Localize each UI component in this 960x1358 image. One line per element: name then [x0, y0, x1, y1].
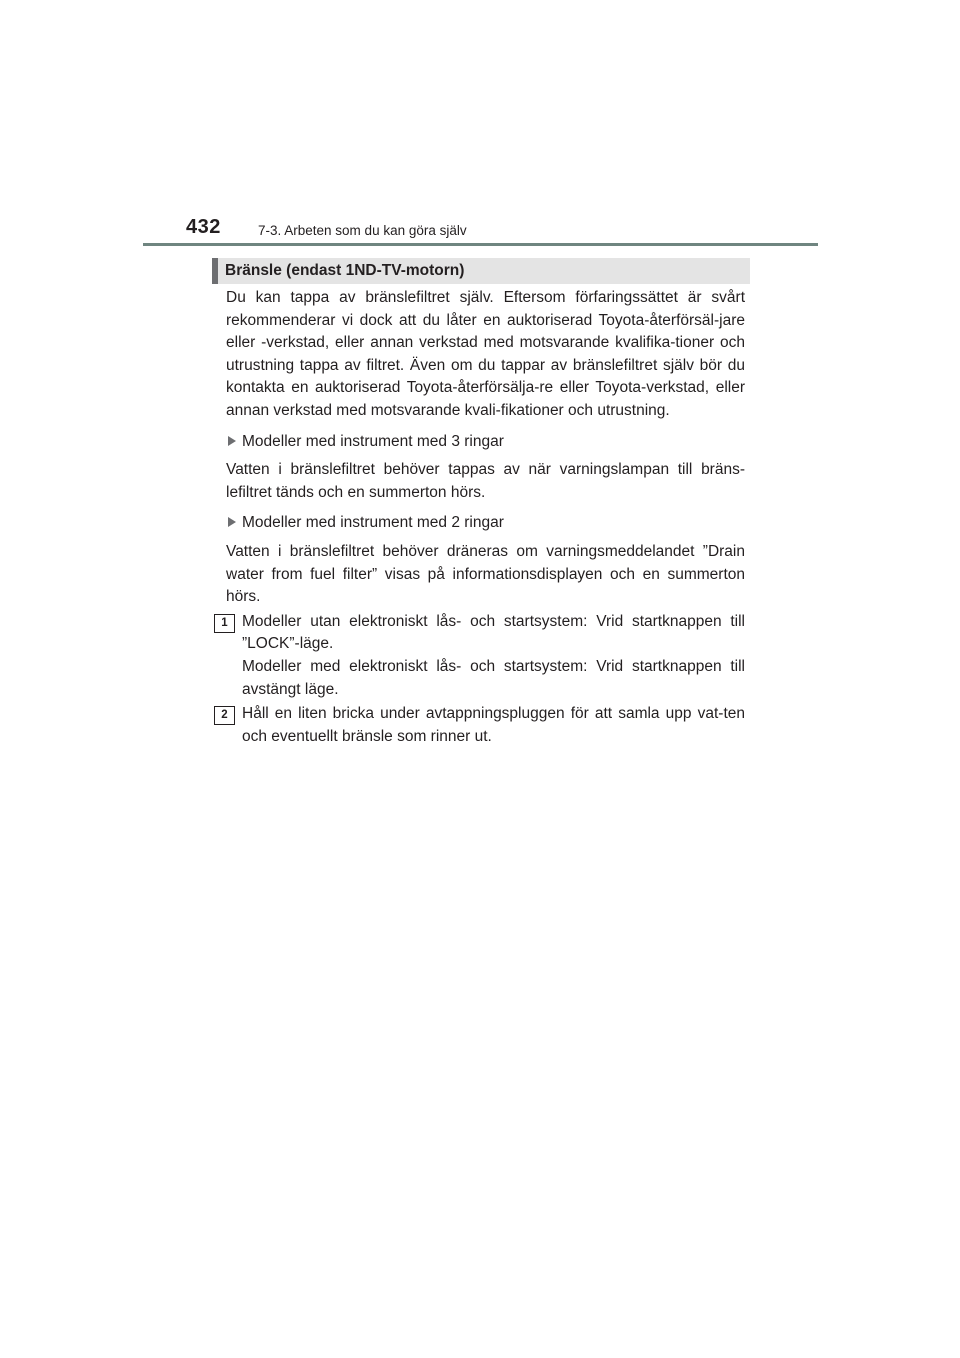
section-heading: Bränsle (endast 1ND-TV-motorn) [225, 262, 465, 279]
step-number-badge: 2 [214, 706, 235, 725]
step-text: Modeller med elektroniskt lås- och startsystem: Vrid startknappen till avstängt läge. [242, 657, 745, 698]
paragraph-2-rings: Vatten i bränslefiltret behöver dräneras om varningsmeddelandet ”Drain water from fuel filter” visas på informationsdisplayen och en summerton hörs. [226, 542, 745, 606]
bullet-label: Modeller med instrument med 2 ringar [242, 514, 504, 532]
step-1 [221, 611, 745, 701]
heading-bar [212, 258, 750, 284]
page-number: 432 [186, 216, 221, 238]
step-text: Modeller utan elektroniskt lås- och startsystem: Vrid startknappen till ”LOCK”-läge. [242, 612, 745, 653]
triangle-right-icon [228, 517, 236, 527]
step-2 [221, 703, 745, 748]
step-text: Håll en liten bricka under avtappningspluggen för att samla upp vat-ten och eventuellt bränsle som rinner ut. [242, 705, 745, 745]
step-number-badge: 1 [214, 614, 235, 633]
bullet-label: Modeller med instrument med 3 ringar [242, 432, 504, 450]
header-rule [143, 243, 818, 246]
heading-accent [212, 258, 218, 284]
paragraph-3-rings: Vatten i bränslefiltret behöver tappas av när varningslampan till bräns-lefiltret tänds och en summerton hörs. [226, 461, 745, 501]
bullet-item-2-rings [226, 512, 745, 535]
intro-paragraph: Du kan tappa av bränslefiltret själv. Eftersom förfaringssättet är svårt rekommenderar vi dock att du låter en auktoriserad Toyota-återförsäl-jare eller -verkstad, eller annan verkstad med motsvarande kvalifika-tioner och utrustning tappa av filtret. Även om du tappar av bränslefiltret själv bör du kontakta en auktoriserad Toyota-återförsälja-re eller Toyota-verkstad, eller annan verkstad med motsvarande kvali-fikationer och utrustning. [226, 289, 745, 419]
content [221, 287, 745, 748]
triangle-right-icon [228, 436, 236, 446]
section-title: 7-3. Arbeten som du kan göra själv [258, 223, 467, 238]
bullet-item-3-rings [226, 431, 745, 454]
